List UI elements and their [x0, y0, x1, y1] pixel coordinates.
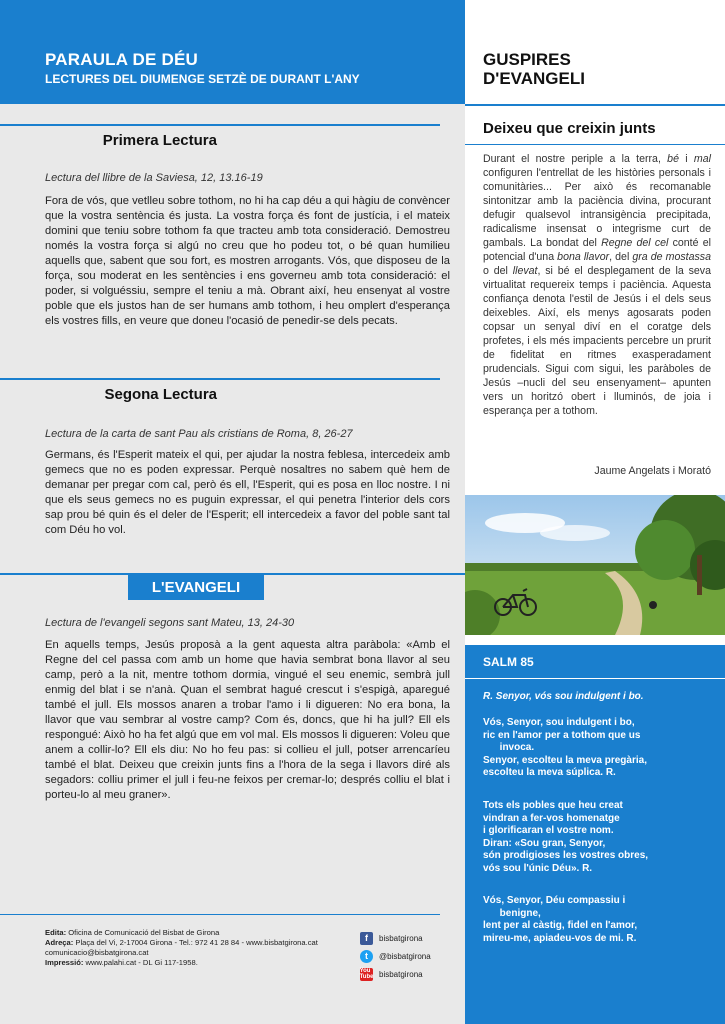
- social-twitter[interactable]: [360, 947, 431, 965]
- commentary-divider: [465, 144, 725, 145]
- footer-divider: [0, 914, 440, 915]
- footer-email[interactable]: comunicacio@bisbatgirona.cat: [45, 948, 149, 957]
- landscape-illustration: [465, 495, 725, 635]
- psalm-response: R. Senyor, vós sou indulgent i bo.: [483, 691, 644, 702]
- footer-credits: [45, 928, 355, 968]
- guspires-title-1: GUSPIRES: [483, 50, 571, 69]
- twitter-handle: @bisbatgirona: [379, 951, 431, 961]
- primera-lectura-heading: Primera Lectura: [102, 132, 217, 149]
- evangeli-header: [0, 573, 465, 600]
- edita-label: Edita:: [45, 928, 67, 937]
- evangeli-reference: Lectura de l'evangeli segons sant Mateu, 13, 24-30: [45, 617, 295, 629]
- evangeli-heading: L'EVANGELI: [128, 575, 264, 600]
- edita-value: Oficina de Comunicació del Bisbat de Girona: [68, 928, 220, 937]
- commentary-author: Jaume Angelats i Morató: [594, 465, 711, 477]
- header-divider: [465, 104, 725, 106]
- youtube-handle: bisbatgirona: [379, 969, 423, 979]
- commentary-column: [465, 0, 725, 1024]
- segona-reference: Lectura de la carta de sant Pau als cristians de Roma, 8, 26-27: [45, 428, 353, 440]
- adreca-value: Plaça del Vi, 2-17004 Girona - Tel.: 972 41 28 84 - www.bisbatgirona.cat: [75, 938, 318, 947]
- psalm-stanza: Vós, Senyor, sou indulgent i bo, ric en l'amor per a tothom que us invoca. Senyor, escolteu la meva pregària, escolteu la meva súplica. R.: [483, 717, 647, 779]
- landscape-photo: [465, 495, 725, 635]
- impressio-value: www.palahi.cat - DL Gi 117-1958.: [85, 958, 198, 967]
- social-youtube[interactable]: [360, 965, 431, 983]
- primera-reference: Lectura del llibre de la Saviesa, 12, 13.16-19: [45, 172, 263, 184]
- impressio-label: Impressió:: [45, 958, 84, 967]
- adreca-label: Adreça:: [45, 938, 74, 947]
- facebook-icon: f: [360, 932, 373, 945]
- facebook-handle: bisbatgirona: [379, 933, 423, 943]
- psalm-divider: [465, 678, 725, 679]
- section-divider: [0, 378, 440, 380]
- psalm-panel: [465, 645, 725, 1024]
- segona-text: Germans, és l'Esperit mateix el qui, per ajudar la nostra feblesa, intercedeix amb gemecs que no es poden expressar. Perquè nosaltres no sabem què hem de demanar per pregar com cal, però és ell, l'Esperit, qui es posa en lloc nostre. I ni que els seus gemecs no es puguin expressar, el qui penetra l'interior dels cors sap prou bé quin és el deler de l'Esperit; ell intercedeix a favor del poble sant tal com Déu ho vol.: [45, 449, 450, 536]
- commentary-title: Deixeu que creixin junts: [483, 120, 656, 137]
- twitter-icon: t: [360, 950, 373, 963]
- primera-text: Fora de vós, que vetlleu sobre tothom, no hi ha cap déu a qui hàgiu de convèncer que la vostra sentència és justa. La vostra força és font de justícia, i el mateix domini que teniu sobre tothom fa que tracteu amb tota consideració. Demostreu només la vostra força si algú no creu que ho podeu tot, o bé quan humilieu aquells que, sabent que sou fort, es mostren arrogants. Vós, que disposeu de la força, sou moderat en les sentències i ens governeu amb tota consideració: el poder, si volguéssiu, sempre el teniu a mà. Obrant així, heu ensenyat al vostre poble que els justos han de ser humans amb tothom, i heu omplert d'esperança els vostres fills, en veure que doneu l'ocasió de penedir-se dels pecats.: [45, 195, 450, 327]
- guspires-title-2: D'EVANGELI: [483, 69, 585, 88]
- segona-lectura-header: [0, 378, 440, 408]
- psalm-stanza: Tots els pobles que heu creat vindran a fer-vos homenatge i glorificaran el vostre nom. Diran: «Sou gran, Senyor, són prodigioses les vostres obres, vós sou l'únic Déu». R.: [483, 800, 649, 874]
- section-divider: [0, 124, 440, 126]
- page-title: PARAULA DE DÉU: [45, 50, 198, 69]
- segona-lectura-heading: Segona Lectura: [104, 386, 217, 403]
- primera-lectura-header: [0, 124, 440, 154]
- social-links: [360, 929, 431, 983]
- psalm-title: SALM 85: [483, 655, 534, 669]
- psalm-stanza: Vós, Senyor, Déu compassiu i benigne, lent per al càstig, fidel en l'amor, mireu-me, apiadeu-vos de mi. R.: [483, 895, 638, 944]
- youtube-icon: You Tube: [359, 968, 374, 980]
- evangeli-text: En aquells temps, Jesús proposà a la gent aquesta altra paràbola: «Amb el Regne del cel passa com amb un home que havia sembrat bona llavor al seu camp, però a la nit, mentre tothom dormia, vingué el seu enemic, sembrà jull enmig del blat i se n'anà. Quan el sembrat hagué crescut i s'espigà, aparegué també el jull. Els mossos anaren a trobar l'amo i li digueren: No era bona, la llavor que vau sembrar al vostre camp? Com és, doncs, que hi ha jull? Ell els respongué: Això ho ha fet algú que em vol mal. Els mossos li digueren: Voleu que anem a collir-lo? Ell els diu: No ho feu pas: si collieu el jull, potser arrencaríeu també el blat. Deixeu que creixin junts fins a l'hora de la sega i llavors diré als segadors: colliu primer el jull i feu-ne feixos per cremar-lo; després colliu el blat i porteu-lo al meu graner».: [45, 639, 450, 801]
- main-banner: [0, 0, 465, 104]
- social-facebook[interactable]: [360, 929, 431, 947]
- guspires-header: [465, 0, 725, 104]
- commentary-text: Durant el nostre periple a la terra, bé i mal configuren l'entrellat de les històries personals i comunitàries... Per això és recomanable sintonitzar amb la paciència divina, procurant defugir qualsevol intransigència precipitada, radicalisme insensat o integrisme curt de gambals. La bondat del Regne del cel conté el potencial d'una bona llavor, del gra de mostassa o del llevat, si bé el desplegament de la seva virtualitat requereix temps i paciència. Aquesta confiança denota l'estil de Jesús i el dels seus deixebles. Així, els menys agosarats poden copsar un senyal diví en el coratge dels profetes, i els més impacients percebre un prurit de fidelitat en ritmes exasperadament prudencials. Sigui com sigui, les paràboles de Jesús –nucli del seu ensenyament– apunten vers un horitzó obert i lluminós, de joia i esperança per a tothom.: [483, 153, 711, 417]
- page-subtitle: LECTURES DEL DIUMENGE SETZÈ DE DURANT L'ANY: [45, 72, 360, 86]
